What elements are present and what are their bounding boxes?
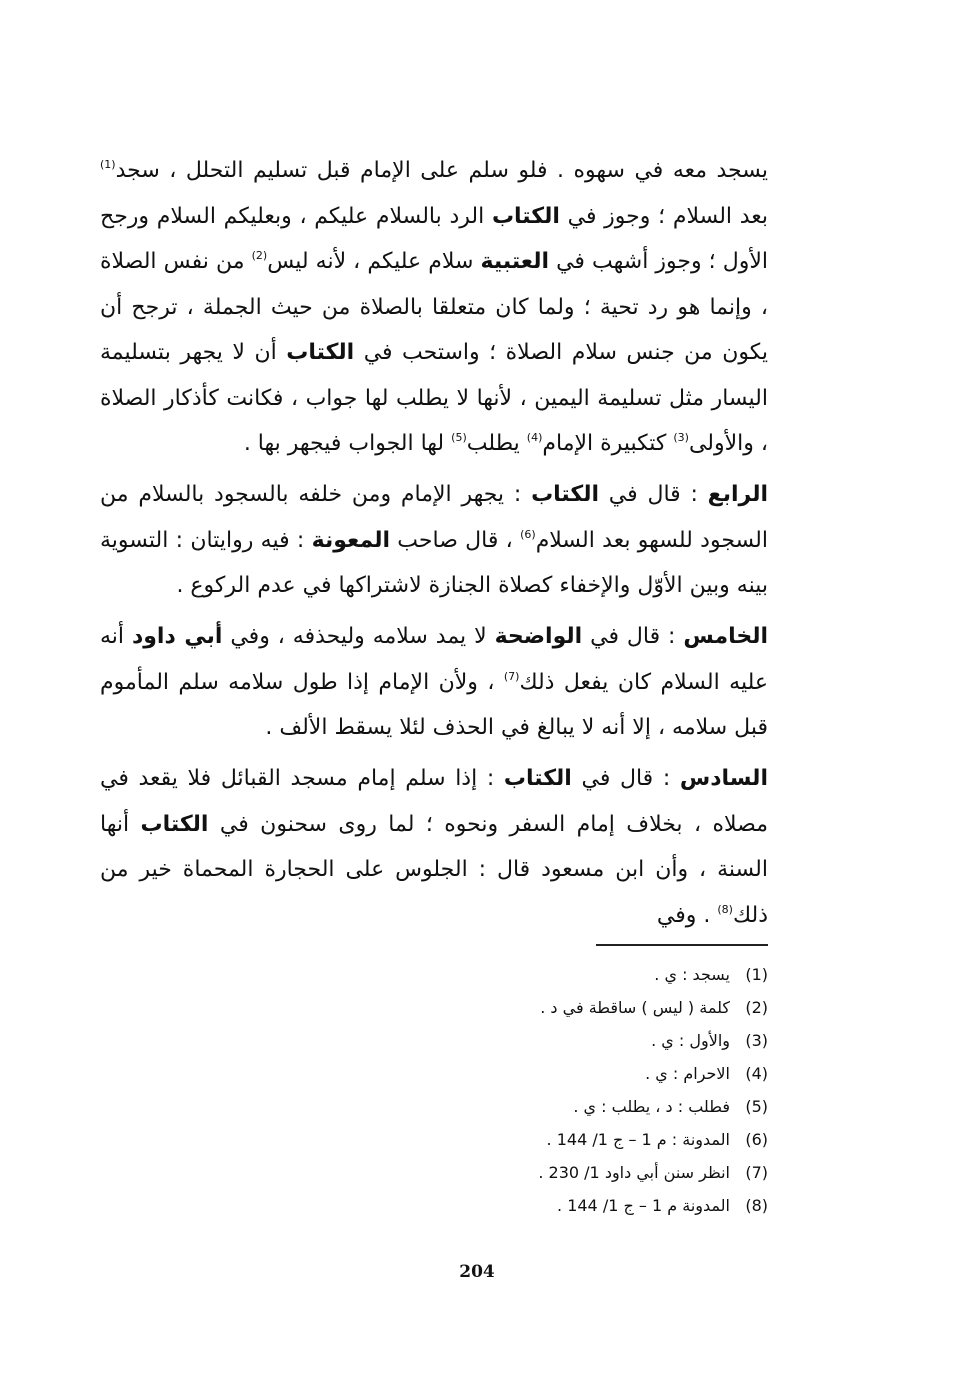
footnote-7 xyxy=(440,1156,768,1189)
footnote-number: (4) xyxy=(745,1064,768,1083)
footnote-6 xyxy=(440,1123,768,1156)
footnote-marker: (1) xyxy=(100,158,116,171)
footnote-number: (5) xyxy=(745,1097,768,1116)
paragraph-2 xyxy=(100,472,768,609)
text: ، قال صاحب xyxy=(390,527,521,553)
footnote-marker: (2) xyxy=(251,249,268,262)
footnote-text: يسجد : ي . xyxy=(654,965,730,984)
footnote-number: (8) xyxy=(745,1196,768,1215)
keyword: الكتاب xyxy=(491,203,560,229)
footnote-text: انظر سنن أبي داود 1/ 230 . xyxy=(538,1163,730,1182)
footnote-1 xyxy=(440,958,768,991)
keyword: الكتاب xyxy=(286,340,355,365)
footnote-marker: (3) xyxy=(673,431,689,444)
footnote-marker: (5) xyxy=(451,431,467,444)
keyword: أبي داود xyxy=(131,624,223,649)
keyword: العتبية xyxy=(480,249,550,274)
paragraph-3 xyxy=(100,614,768,751)
footnote-5 xyxy=(440,1090,768,1123)
text: : يجهر الإمام ومن خلفه بالسجود بالسلام من السجود للسهو بعد السلام xyxy=(100,482,768,553)
section-heading: الرابع xyxy=(707,482,768,507)
text: . وفي xyxy=(656,902,718,928)
footnote-2 xyxy=(440,991,768,1024)
footnote-text: المدونة : م 1 – ج 1/ 144 . xyxy=(546,1130,730,1149)
footnote-4 xyxy=(440,1057,768,1090)
page-number: 204 xyxy=(459,1262,495,1282)
section-heading: الخامس xyxy=(683,624,769,649)
text: بعد السلام ؛ وجوز في xyxy=(559,203,769,229)
keyword: الكتاب xyxy=(503,766,572,791)
footnote-3 xyxy=(440,1024,768,1057)
keyword: الكتاب xyxy=(140,811,209,837)
text: كتكبيرة الإمام xyxy=(542,431,674,456)
footnote-number: (7) xyxy=(745,1163,768,1182)
text: : قال في xyxy=(599,482,708,507)
text: أنه عليه السلام كان يفعل ذلك xyxy=(100,624,768,695)
text: لها الجواب فيجهر بها . xyxy=(243,431,452,456)
footnote-text: المدونة م 1 – ج 1/ 144 . xyxy=(557,1196,730,1215)
footnote-marker: (4) xyxy=(526,431,543,444)
footnote-number: (6) xyxy=(745,1130,768,1149)
paragraph-4 xyxy=(100,756,768,938)
text: : فيه روايتان : التسوية بينه وبين الأوّل والإخفاء كصلاة الجنازة لاشتراكها في عدم الركوع . xyxy=(100,527,768,598)
text: سلام عليكم ، لأنه ليس xyxy=(267,249,481,274)
text: : قال في xyxy=(571,766,680,791)
keyword: الكتاب xyxy=(531,482,600,507)
text: لا يمد سلامه وليحذفه ، وفي xyxy=(222,624,495,649)
paragraph-1 xyxy=(100,148,768,467)
footnote-number: (2) xyxy=(745,998,768,1017)
text: يطلب xyxy=(466,431,527,456)
text: أن لا يجهر بتسليمة اليسار مثل تسليمة اليمين ، لأنها لا يطلب لها جواب ، فكانت كأذكار الصلاة ، والأولى xyxy=(100,340,768,456)
text: أنها السنة ، وأن ابن مسعود قال : الجلوس على الحجارة المحماة خير من ذلك xyxy=(100,811,768,928)
text: من نفس الصلاة ، وإنما هو رد تحية ؛ ولما كان متعلقا بالصلاة من حيث الجملة ، ترجح أن يكون من جنس سلام الصلاة ؛ واستحب في xyxy=(100,249,768,365)
text: : قال في xyxy=(582,624,684,649)
footnotes xyxy=(440,958,768,1222)
footnote-text: الاحرام : ي . xyxy=(645,1064,730,1083)
text: ، ولأن الإمام إذا طول سلامه سلم المأموم قبل سلامه ، إلا أنه لا يبالغ في الحذف لئلا يسقط الألف . xyxy=(100,669,768,740)
footnote-number: (3) xyxy=(745,1031,768,1050)
text: يسجد معه في سهوه . فلو سلم على الإمام قبل تسليم التحلل ، سجد xyxy=(115,158,768,183)
footnote-marker: (8) xyxy=(717,902,733,916)
footnote-text: فطلب : د ، يطلب : ي . xyxy=(573,1097,730,1116)
section-heading: السادس xyxy=(679,766,768,791)
footnote-text: والأول : ي . xyxy=(651,1031,730,1050)
footnote-marker: (6) xyxy=(520,527,536,541)
footnote-text: كلمة ( ليس ) ساقطة في د . xyxy=(540,998,730,1017)
text: : إذا سلم إمام مسجد القبائل فلا يقعد في مصلاه ، بخلاف إمام السفر ونحوه ؛ لما روى سحنون في xyxy=(100,766,768,837)
footnote-divider xyxy=(596,944,768,946)
footnote-8 xyxy=(440,1189,768,1222)
keyword: الواضحة xyxy=(494,624,583,649)
footnote-marker: (7) xyxy=(503,669,520,683)
footnote-number: (1) xyxy=(745,965,768,984)
text: الرد بالسلام عليكم ، وبعليكم السلام ورجح الأول ؛ وجوز أشهب في xyxy=(100,203,768,274)
keyword: المعونة xyxy=(311,527,390,553)
